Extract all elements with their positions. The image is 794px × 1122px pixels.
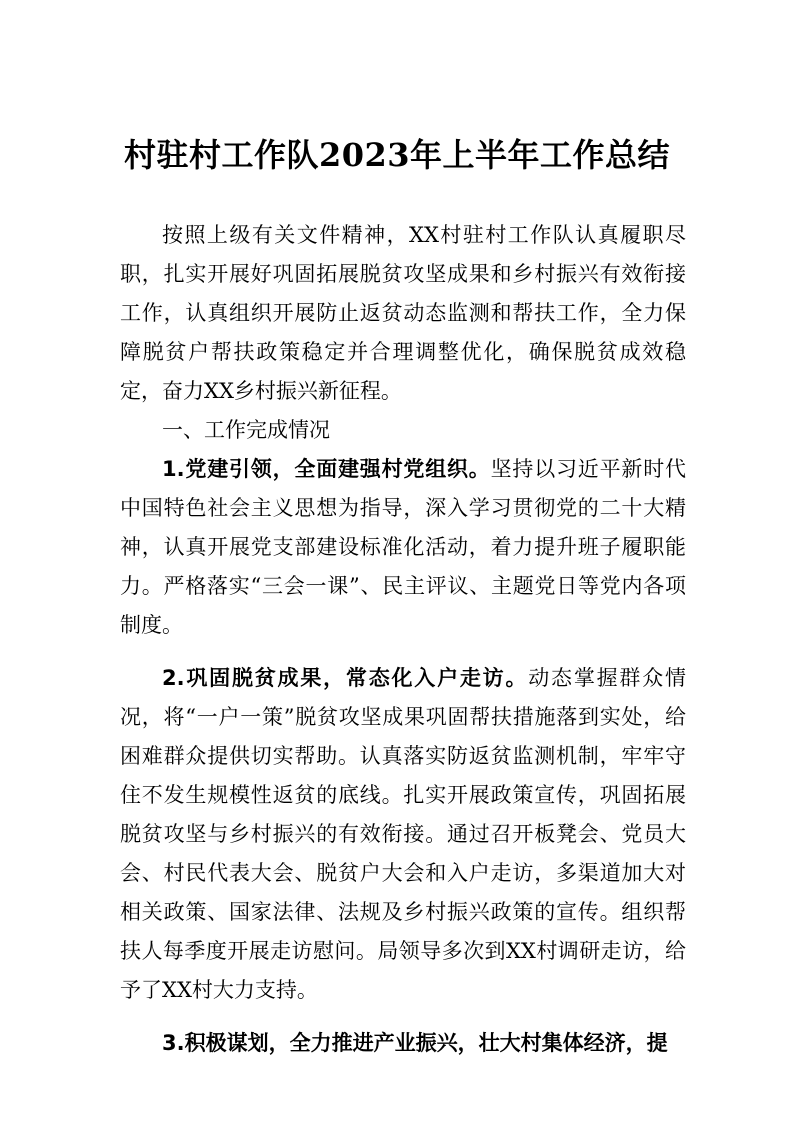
item-1-lead: 1.党建引领，全面建强村党组织。: [162, 457, 491, 481]
item-1-text: 坚持以习近平新时代中国特色社会主义思想为指导，深入学习贯彻党的二十大精神，认真开展党支部建设标准化活动，着力提升班子履职能力。严格落实“三会一课”、民主评议、主题党日等党内各项制度。: [120, 457, 686, 637]
item-1-paragraph: [120, 450, 686, 645]
paragraph-gap: [120, 645, 686, 659]
paragraph-gap: [120, 1010, 686, 1024]
item-3-lead: 3.积极谋划，全力推进产业振兴，壮大村集体经济，提: [162, 1031, 668, 1055]
section-heading: 一、工作完成情况: [162, 418, 330, 442]
item-2-paragraph: [120, 659, 686, 1010]
document-title: 村驻村工作队2023年上半年工作总结: [123, 136, 671, 174]
item-2-lead: 2.巩固脱贫成果，常态化入户走访。: [162, 666, 529, 690]
item-3-paragraph: [120, 1024, 686, 1063]
document-body: [120, 216, 686, 1063]
item-2-text: 动态掌握群众情况，将“一户一策”脱贫攻坚成果巩固帮扶措施落到实处，给困难群众提供切实帮助。认真落实防返贫监测机制，牢牢守住不发生规模性返贫的底线。扎实开展政策宣传，巩固拓展脱贫攻坚与乡村振兴的有效衔接。通过召开板凳会、党员大会、村民代表大会、脱贫户大会和入户走访，多渠道加大对相关政策、国家法律、法规及乡村振兴政策的宣传。组织帮扶人每季度开展走访慰问。局领导多次到XX村调研走访，给予了XX村大力支持。: [120, 666, 686, 1002]
intro-paragraph: 按照上级有关文件精神，XX村驻村工作队认真履职尽职，扎实开展好巩固拓展脱贫攻坚成果和乡村振兴有效衔接工作，认真组织开展防止返贫动态监测和帮扶工作，全力保障脱贫户帮扶政策稳定并合理调整优化，确保脱贫成效稳定，奋力XX乡村振兴新征程。: [120, 223, 686, 403]
